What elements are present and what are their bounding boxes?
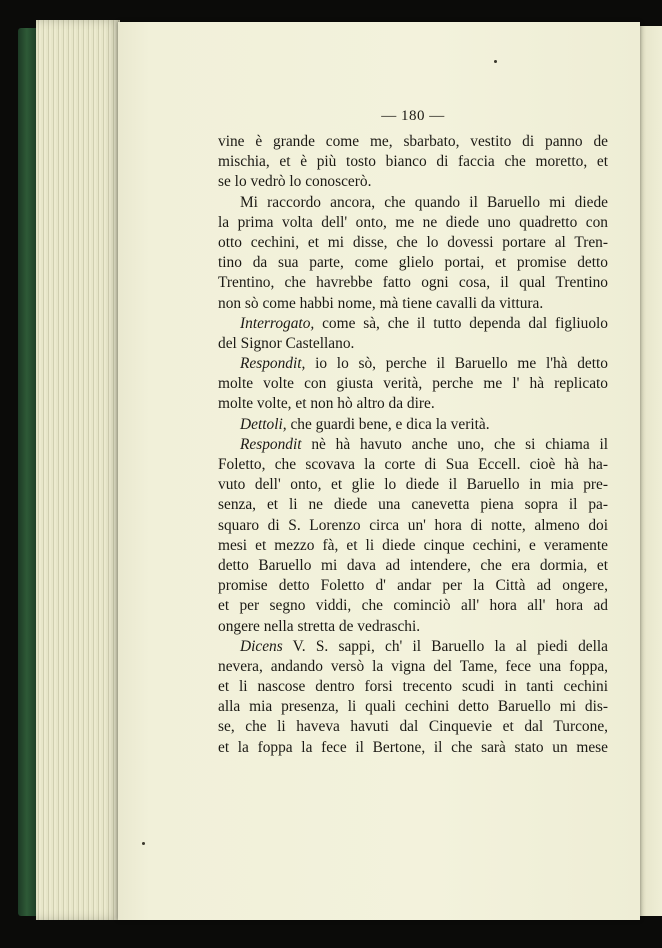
line-text: et la foppa la fece il Bertone, il che sarà stato un mese [218, 738, 608, 756]
text-line [218, 556, 608, 576]
line-text: V. S. sappi, ch' il Baruello la al piedi della [282, 637, 608, 655]
text-line [218, 516, 608, 536]
text-line [218, 536, 608, 556]
text-line [218, 334, 608, 354]
text-line [218, 495, 608, 515]
text-line [218, 415, 608, 435]
text-line [218, 677, 608, 697]
text-line [218, 596, 608, 616]
line-text: nevera, andando versò la vigna del Tame, fece una foppa, [218, 657, 608, 675]
line-text: non sò come habbi nome, mà tiene cavalli da vittura. [218, 294, 544, 312]
text-line [218, 132, 608, 152]
italic-lead-word: Dicens [240, 637, 283, 655]
line-text: et per segno viddi, che cominciò all' hora all' hora ad [218, 597, 608, 615]
page-number: — 180 — [381, 108, 445, 124]
line-text: promise detto Foletto d' andar per la Città ad ongere, [218, 577, 608, 595]
text-line [218, 738, 608, 758]
line-text: se lo vedrò lo conoscerò. [218, 173, 372, 191]
text-line [218, 435, 608, 455]
text-line [218, 697, 608, 717]
text-line [218, 193, 608, 213]
line-text: molte volte con giusta verità, perche me l' hà replicato [218, 375, 608, 393]
book-page [118, 22, 640, 920]
line-text: tino da sua parte, come glielo portai, et promise detto [218, 254, 608, 272]
line-text: se, che li haveva havuti dal Cinquevie et dal Turcone, [218, 718, 608, 736]
line-text: vine è grande come me, sbarbato, vestito di panno de [218, 133, 608, 150]
line-text: et li nascose dentro forsi trecento scudi in tanti cechini [218, 678, 608, 696]
line-text: mesi et mezzo fà, et li diede cinque cechini, e veramente [218, 536, 608, 554]
italic-lead-word: Dettoli, [240, 415, 287, 433]
italic-lead-word: Respondit, [240, 355, 306, 373]
line-text: vuto dell' onto, et glie lo diede il Baruello in mia pre- [218, 476, 608, 494]
italic-lead-word: Interrogato, [240, 314, 315, 332]
line-text: detto Baruello mi dava ad intendere, che era dormia, et [218, 556, 608, 574]
line-text: Trentino, che havrebbe fatto ogni cosa, il qual Trentino [218, 274, 608, 292]
line-text: senza, et li ne diede una canevetta piena sopra il pa- [218, 496, 608, 514]
text-line [218, 233, 608, 253]
text-line [218, 637, 608, 657]
line-text: otto cechini, et mi disse, che lo dovessi portare al Tren- [218, 233, 608, 251]
line-text: mischia, et è più tosto bianco di faccia che moretto, et [218, 153, 608, 171]
line-text: Foletto, che scovava la corte di Sua Eccell. cioè hà ha- [218, 456, 608, 473]
text-line [218, 374, 608, 394]
text-line [218, 314, 608, 334]
text-line [218, 354, 608, 374]
text-line [218, 213, 608, 233]
text-line [218, 576, 608, 596]
page-stack-edge [36, 20, 120, 920]
line-text: alla mia presenza, li quali cechini detto Baruello mi dis- [218, 698, 608, 716]
line-text: Mi raccordo ancora, che quando il Baruello mi diede [240, 193, 608, 211]
text-line [218, 455, 608, 475]
ink-speck [494, 60, 497, 63]
text-line [218, 253, 608, 273]
ink-speck [142, 842, 145, 845]
text-line [218, 657, 608, 677]
line-text: io lo sò, perche il Baruello me l'hà detto [305, 355, 608, 373]
italic-lead-word: Respondit [240, 435, 302, 453]
line-text: ongere nella stretta de vedraschi. [218, 617, 421, 635]
line-text: squaro di S. Lorenzo circa un' hora di notte, almeno doi [218, 516, 608, 534]
text-line [218, 717, 608, 737]
line-text: del Signor Castellano. [218, 334, 355, 352]
text-lines [218, 132, 608, 758]
page-text [218, 108, 608, 758]
text-line [218, 394, 608, 414]
text-line [218, 617, 608, 637]
line-text: molte volte, et non hò altro da dire. [218, 395, 435, 413]
text-line [218, 172, 608, 192]
text-line [218, 475, 608, 495]
line-text: nè hà havuto anche uno, che si chiama il [301, 435, 608, 453]
line-text: la prima volta dell' onto, me ne diede uno quadretto con [218, 213, 608, 231]
text-line [218, 273, 608, 293]
line-text: che guardi bene, e dica la verità. [286, 415, 490, 433]
line-text: come sà, che il tutto dependa dal figliuolo [314, 314, 608, 332]
text-line [218, 152, 608, 172]
text-line [218, 294, 608, 314]
